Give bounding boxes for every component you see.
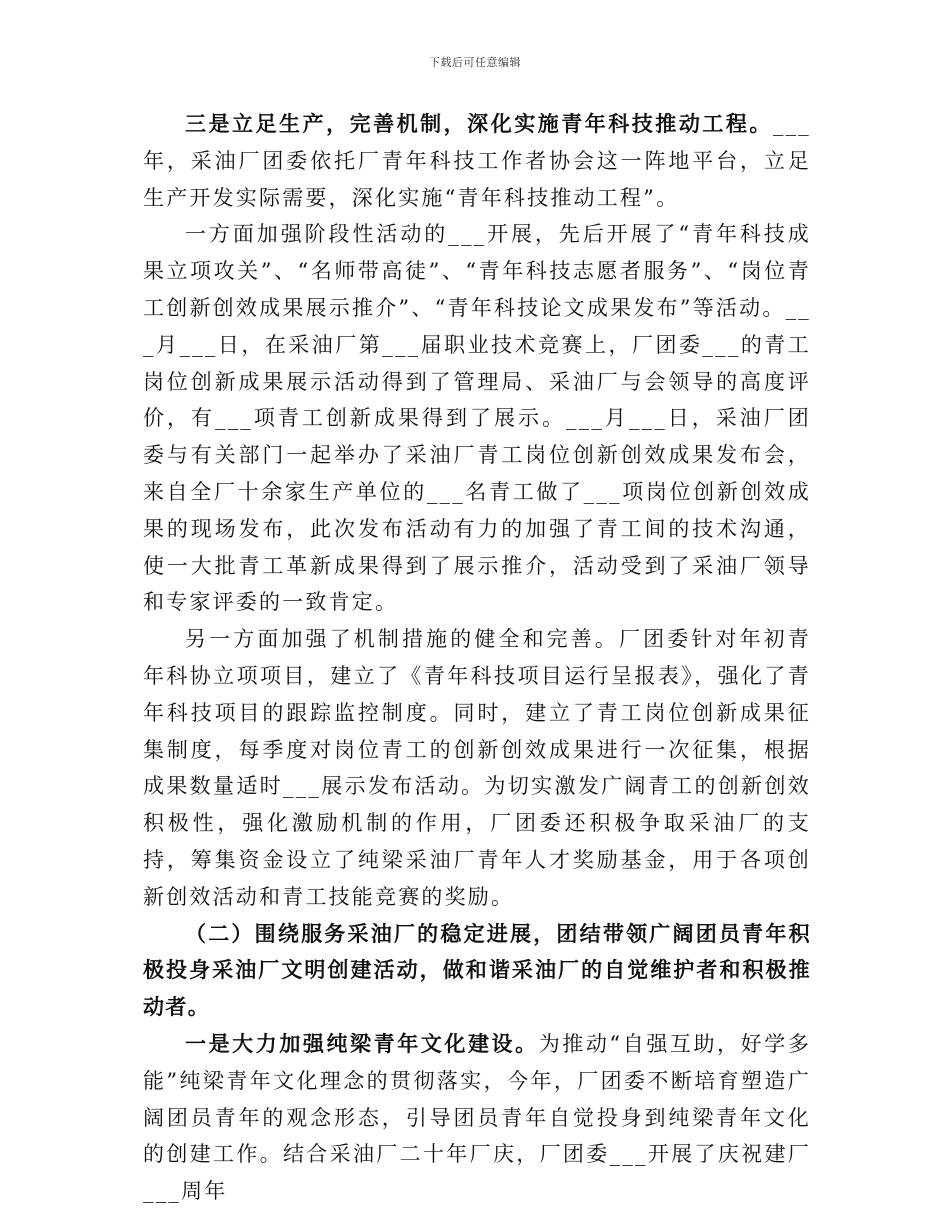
page-header: 下载后可任意编辑: [429, 56, 521, 69]
paragraph-2: [143, 216, 811, 621]
paragraph-3: [143, 621, 811, 915]
paragraph-5: [143, 1026, 811, 1210]
paragraph-2-body: 一方面加强阶段性活动的___开展，先后开展了“青年科技成果立项攻关”、“名师带高徒”、“青年科技志愿者服务”、“岗位青工创新创效成果展示推介”、“青年科技论文成果发布”等活动。___月___日，在采油厂第___届职业技术竞赛上，厂团委___的青工岗位创新成果展示活动得到了管理局、采油厂与会领导的高度评价，有___项青工创新成果得到了展示。___月___日，采油厂团委与有关部门一起举办了采油厂青工岗位创新创效成果发布会，来自全厂十余家生产单位的___名青工做了___项岗位创新创效成果的现场发布，此次发布活动有力的加强了青工间的技术沟通，使一大批青工革新成果得到了展示推介，活动受到了采油厂领导和专家评委的一致肯定。: [143, 222, 811, 615]
section-heading: [143, 916, 811, 1026]
paragraph-1-lead: 三是立足生产，完善机制，深化实施青年科技推动工程。: [185, 111, 773, 136]
paragraph-1-body: ___年，采油厂团委依托厂青年科技工作者协会这一阵地平台，立足生产开发实际需要，深化实施“青年科技推动工程”。: [143, 112, 811, 210]
document-body: [143, 106, 811, 1210]
paragraph-5-lead: 一是大力加强纯梁青年文化建设。: [185, 1030, 539, 1056]
section-heading-text: （二）围绕服务采油厂的稳定进展，团结带领广阔团员青年积极投身采油厂文明创建活动，做和谐采油厂的自觉维护者和积极推动者。: [143, 920, 811, 1020]
paragraph-3-body: 另一方面加强了机制措施的健全和完善。厂团委针对年初青年科协立项项目，建立了《青年科技项目运行呈报表》，强化了青年科技项目的跟踪监控制度。同时，建立了青工岗位创新成果征集制度，每季度对岗位青工的创新创效成果进行一次征集，根据成果数量适时___展示发布活动。为切实激发广阔青工的创新创效积极性，强化激励机制的作用，厂团委还积极争取采油厂的支持，筹集资金设立了纯梁采油厂青年人才奖励基金，用于各项创新创效活动和青工技能竞赛的奖励。: [143, 627, 811, 909]
paragraph-1: [143, 106, 811, 216]
paragraph-5-body: 为推动“自强互助，好学多能”纯梁青年文化理念的贯彻落实，今年，厂团委不断培育塑造广阔团员青年的观念形态，引导团员青年自觉投身到纯梁青年文化的创建工作。结合采油厂二十年厂庆，厂团委___开展了庆祝建厂___周年: [143, 1031, 811, 1204]
